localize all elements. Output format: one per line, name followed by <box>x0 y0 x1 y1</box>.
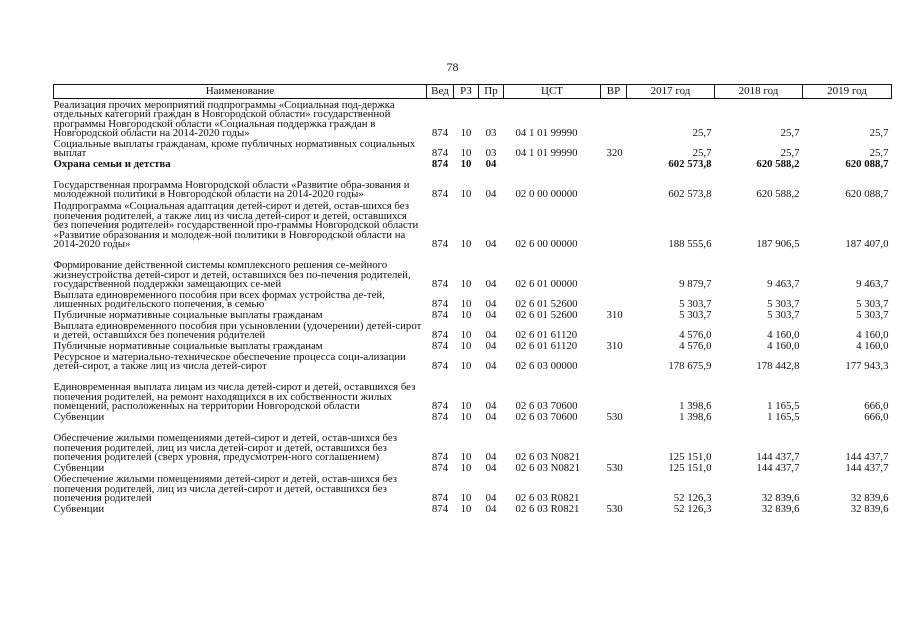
row-value-2018: 25,7 <box>780 127 800 140</box>
row-ved: 874 <box>431 147 449 160</box>
row-value-2017: 188 555,6 <box>668 238 712 251</box>
row-name: Социальные выплаты гражданам, кроме публичных нормативных социальных выплат <box>53 137 416 160</box>
row-name: Публичные нормативные социальные выплаты гражданам <box>53 309 323 322</box>
row-value-2018: 178 442,8 <box>756 360 800 373</box>
table-row <box>54 321 892 341</box>
row-value-2017: 9 879,7 <box>679 278 712 291</box>
row-rz: 10 <box>460 278 472 291</box>
row-value-2019: 5 303,7 <box>856 298 889 311</box>
row-value-2019: 4 160,0 <box>856 329 889 342</box>
row-cst: 02 6 01 61120 <box>515 340 578 353</box>
table-row <box>54 290 892 310</box>
row-value-2017: 52 126,3 <box>673 503 712 516</box>
row-value-2018: 620 588,2 <box>756 158 800 171</box>
row-ved: 874 <box>431 400 449 413</box>
row-vr <box>601 474 627 504</box>
row-cst: 02 6 03 00000 <box>515 360 578 373</box>
row-pr: 04 <box>485 188 497 201</box>
table-row <box>54 352 892 372</box>
row-cst: 02 6 03 N0821 <box>515 451 580 464</box>
row-vr: 530 <box>606 503 623 516</box>
row-cst: 02 6 03 70600 <box>515 411 578 424</box>
row-cst: 02 6 03 70600 <box>515 400 578 413</box>
header-ved: Вед <box>427 85 454 99</box>
row-value-2019: 32 839,6 <box>850 492 889 505</box>
row-ved: 874 <box>431 298 449 311</box>
row-cst: 02 6 03 R0821 <box>515 503 580 516</box>
header-2019: 2019 год <box>803 85 892 99</box>
row-value-2018: 4 160,0 <box>767 340 800 353</box>
row-vr <box>601 423 627 463</box>
row-name: Реализация прочих мероприятий подпрограммы «Социальная под-держка отдельных категорий граждан в Новгородской области» государственной программы Новгородской области «Социальная поддержка граждан в Новгородской области на 2014-2020 годы» <box>53 98 395 140</box>
row-vr <box>601 159 627 170</box>
row-cst: 02 6 01 52600 <box>515 309 578 322</box>
row-value-2017: 1 398,6 <box>679 411 712 424</box>
row-value-2017: 4 576,0 <box>679 329 712 342</box>
header-rz: РЗ <box>454 85 479 99</box>
row-rz: 10 <box>460 158 472 171</box>
table-row <box>54 372 892 412</box>
row-value-2017: 1 398,6 <box>679 400 712 413</box>
header-pr: Пр <box>479 85 504 99</box>
row-value-2019: 5 303,7 <box>856 309 889 322</box>
header-vr: ВР <box>601 85 627 99</box>
row-value-2019: 666,0 <box>864 400 889 413</box>
row-name: Субвенции <box>53 411 105 424</box>
row-value-2019: 4 160,0 <box>856 340 889 353</box>
row-vr <box>601 99 627 140</box>
row-vr: 530 <box>606 462 623 475</box>
row-value-2019: 25,7 <box>869 127 889 140</box>
row-ved: 874 <box>431 309 449 322</box>
row-value-2018: 187 906,5 <box>756 238 800 251</box>
row-vr <box>601 321 627 341</box>
row-name: Обеспечение жилыми помещениями детей-сирот и детей, остав-шихся без попечения родителей, лиц из числа детей-сирот и детей, оставшихся без попечения родителей <box>53 473 398 505</box>
row-vr: 310 <box>606 340 623 353</box>
row-rz: 10 <box>460 188 472 201</box>
row-value-2017: 5 303,7 <box>679 298 712 311</box>
row-value-2019: 666,0 <box>864 411 889 424</box>
row-cst: 02 6 01 00000 <box>515 278 578 291</box>
row-pr: 04 <box>485 298 497 311</box>
row-cst: 02 0 00 00000 <box>515 188 578 201</box>
row-value-2018: 25,7 <box>780 147 800 160</box>
row-value-2019: 32 839,6 <box>850 503 889 516</box>
row-name: Обеспечение жилыми помещениями детей-сирот и детей, остав-шихся без попечения родителей, лиц из числа детей-сирот и детей, оставшихся без попечения родителей (сверх уровня, предусмотрен-ного соглашением) <box>53 432 398 464</box>
row-value-2018: 4 160,0 <box>767 329 800 342</box>
row-pr: 04 <box>485 340 497 353</box>
table-row <box>54 423 892 463</box>
row-vr <box>601 352 627 372</box>
row-pr: 04 <box>485 329 497 342</box>
row-rz: 10 <box>460 451 472 464</box>
row-vr <box>601 170 627 200</box>
row-pr: 04 <box>485 411 497 424</box>
row-cst: 02 6 01 52600 <box>515 298 578 311</box>
row-value-2018: 32 839,6 <box>761 503 800 516</box>
table-row <box>54 170 892 200</box>
row-pr: 04 <box>485 360 497 373</box>
table-row <box>54 474 892 504</box>
row-name: Ресурсное и материально-техническое обеспечение процесса соци-ализации детей-сирот, а также лиц из числа детей-сирот <box>53 350 406 373</box>
row-value-2018: 5 303,7 <box>767 309 800 322</box>
row-vr <box>601 200 627 250</box>
row-value-2018: 5 303,7 <box>767 298 800 311</box>
row-vr <box>601 290 627 310</box>
row-rz: 10 <box>460 400 472 413</box>
row-value-2018: 32 839,6 <box>761 492 800 505</box>
row-ved: 874 <box>431 492 449 505</box>
row-value-2017: 25,7 <box>692 127 712 140</box>
row-value-2018: 620 588,2 <box>756 188 800 201</box>
row-ved: 874 <box>431 278 449 291</box>
row-cst: 02 6 00 00000 <box>515 238 578 251</box>
row-rz: 10 <box>460 329 472 342</box>
row-rz: 10 <box>460 462 472 475</box>
row-value-2017: 125 151,0 <box>668 451 712 464</box>
header-name: Наименование <box>54 85 427 99</box>
row-vr: 530 <box>606 411 623 424</box>
row-name: Выплата единовременного пособия при всех формах устройства де-тей, лишенных родительского попечения, в семью <box>53 288 385 311</box>
row-pr: 04 <box>485 309 497 322</box>
row-value-2018: 1 165,5 <box>767 411 800 424</box>
row-cst: 02 6 03 R0821 <box>515 492 580 505</box>
row-value-2019: 25,7 <box>869 147 889 160</box>
row-value-2018: 144 437,7 <box>756 462 800 475</box>
row-name: Субвенции <box>53 503 105 516</box>
row-vr <box>601 372 627 412</box>
header-2017: 2017 год <box>627 85 715 99</box>
row-ved: 874 <box>431 462 449 475</box>
page-number: 78 <box>446 60 459 74</box>
row-cst: 04 1 01 99990 <box>515 147 578 160</box>
row-value-2019: 144 437,7 <box>845 451 889 464</box>
table-header-row <box>54 85 892 99</box>
row-cst: 02 6 01 61120 <box>515 329 578 342</box>
row-ved: 874 <box>431 158 449 171</box>
row-pr: 04 <box>485 278 497 291</box>
row-value-2019: 9 463,7 <box>856 278 889 291</box>
row-name: Субвенции <box>53 462 105 475</box>
row-value-2017: 178 675,9 <box>668 360 712 373</box>
row-ved: 874 <box>431 238 449 251</box>
row-vr <box>601 250 627 290</box>
row-value-2018: 1 165,5 <box>767 400 800 413</box>
table-row <box>54 412 892 423</box>
row-ved: 874 <box>431 360 449 373</box>
row-rz: 10 <box>460 147 472 160</box>
row-rz: 10 <box>460 503 472 516</box>
row-rz: 10 <box>460 238 472 251</box>
row-pr: 04 <box>485 451 497 464</box>
row-value-2017: 5 303,7 <box>679 309 712 322</box>
row-value-2019: 144 437,7 <box>845 462 889 475</box>
row-pr: 04 <box>485 462 497 475</box>
row-pr: 04 <box>485 492 497 505</box>
row-value-2018: 144 437,7 <box>756 451 800 464</box>
row-ved: 874 <box>431 329 449 342</box>
table-row <box>54 159 892 170</box>
table-row <box>54 504 892 515</box>
row-cst <box>504 159 601 170</box>
row-cst: 04 1 01 99990 <box>515 127 578 140</box>
row-value-2019: 187 407,0 <box>845 238 889 251</box>
row-value-2017: 125 151,0 <box>668 462 712 475</box>
row-value-2017: 25,7 <box>692 147 712 160</box>
table-row <box>54 200 892 250</box>
table-row <box>54 99 892 140</box>
row-pr: 04 <box>485 158 497 171</box>
row-name: Подпрограмма «Социальная адаптация детей-сирот и детей, остав-шихся без попечения родителей, а также лиц из числа детей-сирот и детей, оставшихся без попечения родителей» государственной про-граммы Новгородской области «Развитие образования и молодеж-ной политики в Новгородской области на 2014-2020 годы» <box>53 200 419 251</box>
row-pr: 04 <box>485 400 497 413</box>
row-value-2017: 602 573,8 <box>668 188 712 201</box>
row-rz: 10 <box>460 492 472 505</box>
row-rz: 10 <box>460 298 472 311</box>
row-ved: 874 <box>431 451 449 464</box>
row-value-2019: 620 088,7 <box>845 158 889 171</box>
row-rz: 10 <box>460 411 472 424</box>
table-row <box>54 139 892 159</box>
row-rz: 10 <box>460 127 472 140</box>
row-ved: 874 <box>431 503 449 516</box>
row-ved: 874 <box>431 188 449 201</box>
header-2018: 2018 год <box>715 85 803 99</box>
row-ved: 874 <box>431 411 449 424</box>
row-name: Охрана семьи и детства <box>53 158 171 171</box>
header-cst: ЦСТ <box>504 85 601 99</box>
row-vr: 320 <box>606 147 623 160</box>
row-name: Формирование действенной системы комплексного решения се-мейного жизнеустройства детей-сирот и детей, оставшихся без по-печения родителей, государственной поддержки замещающих се-мей <box>53 259 411 291</box>
row-value-2019: 177 943,3 <box>845 360 889 373</box>
row-pr: 03 <box>485 127 497 140</box>
row-value-2017: 4 576,0 <box>679 340 712 353</box>
row-name: Публичные нормативные социальные выплаты гражданам <box>53 340 323 353</box>
row-cst: 02 6 03 N0821 <box>515 462 580 475</box>
table-row <box>54 250 892 290</box>
row-value-2018: 9 463,7 <box>767 278 800 291</box>
budget-table <box>53 84 892 515</box>
row-value-2019: 620 088,7 <box>845 188 889 201</box>
row-pr: 03 <box>485 147 497 160</box>
row-name: Государственная программа Новгородской области «Развитие обра-зования и молодежной политики в Новгородской области на 2014-2020 годы» <box>53 178 410 201</box>
row-vr: 310 <box>606 309 623 322</box>
row-rz: 10 <box>460 340 472 353</box>
row-name: Выплата единовременного пособия при усыновлении (удочерении) детей-сирот и детей, оставшихся без попечения родителей <box>53 319 422 342</box>
row-value-2017: 52 126,3 <box>673 492 712 505</box>
row-value-2017: 602 573,8 <box>668 158 712 171</box>
row-ved: 874 <box>431 340 449 353</box>
row-pr: 04 <box>485 238 497 251</box>
row-rz: 10 <box>460 360 472 373</box>
row-rz: 10 <box>460 309 472 322</box>
row-ved: 874 <box>431 127 449 140</box>
table-body <box>54 99 892 516</box>
row-pr: 04 <box>485 503 497 516</box>
row-name: Единовременная выплата лицам из числа детей-сирот и детей, оставшихся без попечения родителей, на ремонт находящихся в их собственности жилых помещений, расположенных на территории Новгородской области <box>53 381 416 413</box>
